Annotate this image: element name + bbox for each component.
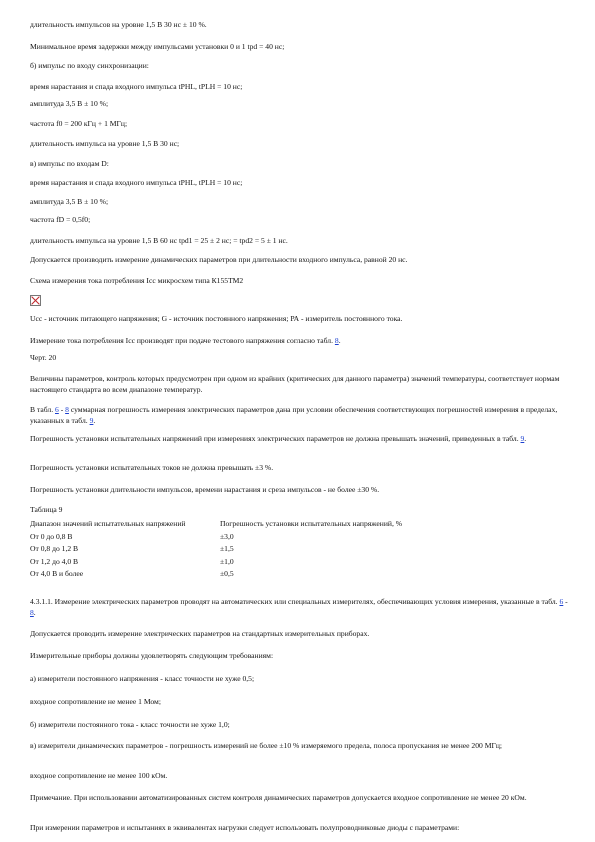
table-link[interactable]: 6 [559,597,564,606]
clause: 4.3.1.1. Измерение электрических параметров проводят на автоматических или специальных измерителях, обеспечивающих условия измерения, указанные в табл. 6 - 8. [30,597,568,617]
text-line: длительность импульса на уровне 1,5 В 60 нс tpd1 = 25 ± 2 нс; = tpd2 = 5 ± 1 нс. [30,236,288,245]
table-link[interactable]: 6 [55,405,59,414]
table-row [30,569,406,582]
table-row [30,544,406,557]
text-line: в) импульс по входам D: [30,159,109,168]
table-row [30,532,406,545]
text-line: Допускается производить измерение динамических параметров при длительности входного импульса, равной 20 нс. [30,255,408,264]
paragraph: входное сопротивление не менее 1 Мом; [30,697,161,706]
paragraph: в) измерители динамических параметров - погрешность измерений не более ±10 % измеряемого предела, полоса пропускания не менее 200 МГц; [30,741,503,750]
text-line: амплитуда 3,5 В ± 10 %; [30,99,109,108]
table-cell: ±3,0 [220,531,234,541]
table-link[interactable]: 8 [30,607,34,617]
measurement-note: Измерение тока потребления Icc производят при подаче тестового напряжения согласно табл. 8. [30,336,341,345]
table-cell: ±0,5 [220,569,234,578]
text-line: частота f0 = 200 кГц + 1 МГц; [30,119,128,128]
paragraph: В табл. 6 - 8 суммарная погрешность измерения электрических параметров дана при условии обеспечения соответствующих погрешностей измерения в пределах, указанных в табл. 9. [30,405,558,425]
table-link[interactable]: 8 [334,336,339,345]
paragraph: При измерении параметров и испытаниях в эквивалентах нагрузки следует использовать полупроводниковые диоды с параметрами: [30,823,460,832]
data-table [30,519,406,582]
table-header-row [30,519,406,532]
text-line: амплитуда 3,5 В ± 10 %; [30,197,109,206]
text-line: частота fD = 0,5f0; [30,215,91,224]
table-link[interactable]: 9 [89,415,94,425]
table-cell: От 4,0 В и более [30,569,84,578]
table-cell: ±1,5 [220,544,234,553]
paragraph: Погрешность установки длительности импульсов, времени нарастания и среза импульсов - не более ±30 %. [30,485,380,494]
table-cell: От 1,2 до 4,0 В [30,556,79,566]
paragraph: а) измерители постоянного напряжения - класс точности не хуже 0,5; [30,674,255,683]
text-line: Минимальное время задержки между импульсами установки 0 и 1 tpd = 40 нс; [30,42,285,51]
figure-caption: Черт. 20 [30,353,57,362]
table-header-cell: Диапазон значений испытательных напряжений [30,519,186,528]
figure-legend: Ucc - источник питающего напряжения; G - источник постоянного напряжения; РА - измеритель постоянного тока. [30,314,403,323]
paragraph: Допускается проводить измерение электрических параметров на стандартных измерительных приборах. [30,629,370,638]
table-link[interactable]: 8 [65,405,69,414]
text-line: время нарастания и спада входного импульса tPHL, tPLH = 10 нс; [30,178,243,187]
table-row [30,557,406,570]
table-link[interactable]: 9 [520,434,525,443]
text-line: длительность импульсов на уровне 1,5 В 30 нс ± 10 %. [30,20,207,29]
table-title: Таблица 9 [30,505,63,514]
paragraph: входное сопротивление не менее 100 кОм. [30,771,168,780]
table-cell: От 0 до 0,8 В [30,531,73,541]
table-cell: От 0,8 до 1,2 В [30,544,79,553]
paragraph: Погрешность установки испытательных токов не должна превышать ±3 %. [30,463,274,472]
text-line: время нарастания и спада входного импульса tPHL, tPLH = 10 нс; [30,82,243,91]
table-cell: ±1,0 [220,556,234,566]
table-header-cell: Погрешность установки испытательных напряжений, % [220,519,403,528]
paragraph: Погрешность установки испытательных напряжений при измерениях электрических параметров не должна превышать значений, приведенных в табл. 9. [30,434,527,443]
paragraph: Измерительные приборы должны удовлетворять следующим требованиям: [30,651,274,660]
broken-image-icon [30,295,41,306]
text-line: б) импульс по входу синхронизации: [30,61,149,70]
text-line: длительность импульса на уровне 1,5 В 30 нс; [30,139,180,148]
paragraph: Величины параметров, контроль которых предусмотрен при одном из крайних (критических для данного параметра) значений температуры, соответствует нормам настоящего стандарта во всем диапазоне температур. [30,374,560,394]
figure-title: Схема измерения тока потребления Icc микросхем типа К155ТМ2 [30,276,244,285]
note: Примечание. При использовании автоматизированных систем контроля динамических параметров допускается входное сопротивление не менее 20 кОм. [30,793,527,802]
paragraph: б) измерители постоянного тока - класс точности не хуже 1,0; [30,720,230,729]
